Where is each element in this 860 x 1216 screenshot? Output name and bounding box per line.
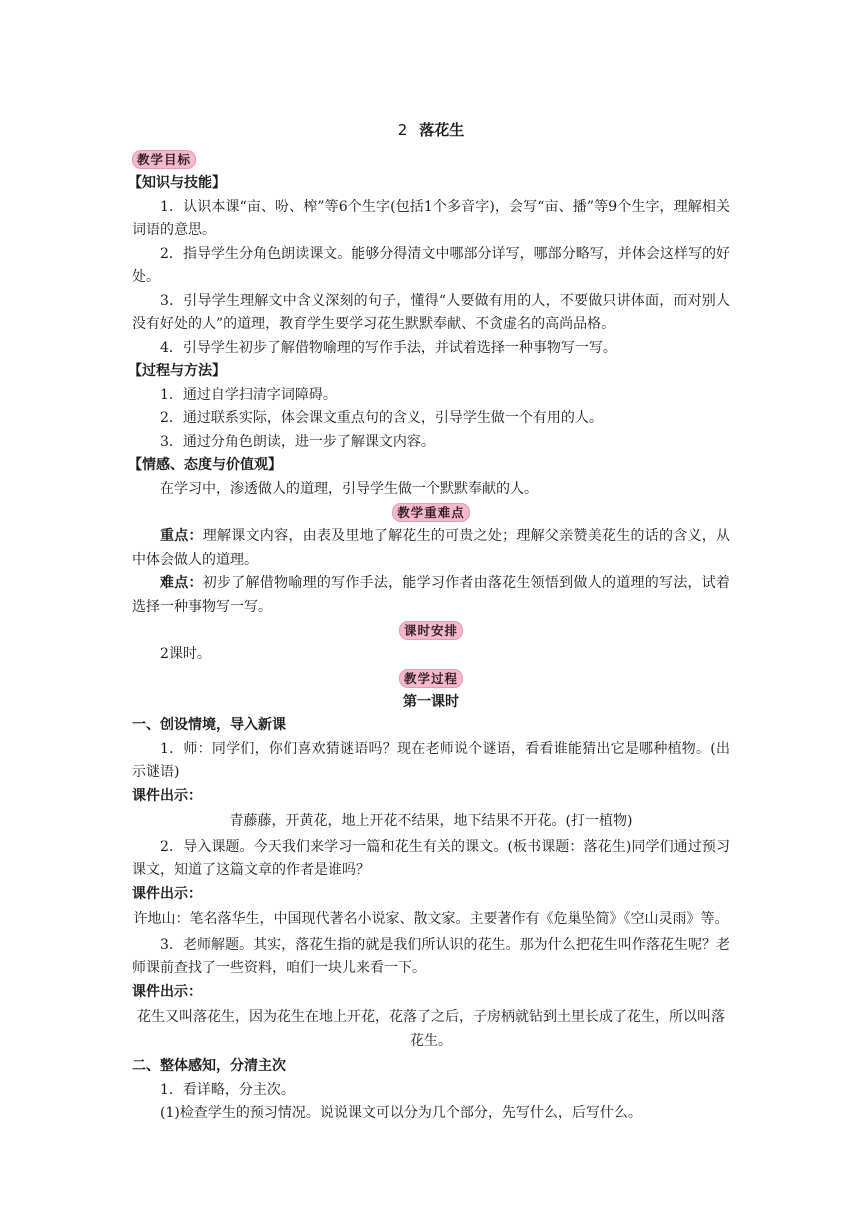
focus-paragraph	[132, 525, 730, 572]
process-item-1: 1．通过自学扫清字词障碍。	[160, 386, 337, 403]
difficulty-label: 难点：	[160, 575, 203, 591]
lesson-period-title: 第一课时	[403, 693, 459, 710]
objectives-badge: 教学目标	[132, 150, 196, 169]
section2-heading: 二、整体感知，分清主次	[132, 1058, 286, 1074]
knowledge-item-1: 1．认识本课“亩、吩、榨”等6个生字(包括1个多音字)，会写“亩、播”等9个生字，理解相关词语的意思。	[132, 198, 730, 238]
knowledge-item-2: 2．指导学生分角色朗读课文。能够分得清文中哪部分详写，哪部分略写，并体会这样写的好处。	[132, 245, 730, 285]
riddle-text: 青藤藤，开黄花，地上开花不结果，地下结果不开花。(打一植物)	[229, 813, 633, 829]
section2-paragraph-1: 1．看详略，分主次。	[160, 1081, 295, 1098]
knowledge-item-3: 3．引导学生理解文中含义深刻的句子，懂得“人要做有用的人，不要做只讲体面，而对别人没有好处的人”的道理，教育学生要学习花生默默奉献、不贪虚名的高尚品格。	[132, 292, 730, 332]
lesson-title	[132, 118, 730, 142]
difficulty-text: 初步了解借物喻理的写作手法，能学习作者由落花生领悟到做人的道理的写法，试着选择一种事物写一写。	[132, 575, 731, 615]
schedule-badge-row	[132, 619, 730, 643]
emotion-heading: 【情感、态度与价值观】	[128, 457, 282, 473]
key-points-badge-row	[132, 501, 730, 525]
knowledge-heading: 【知识与技能】	[128, 175, 226, 191]
courseware-label-3: 课件出示：	[132, 983, 202, 1000]
section2-paragraph-2: (1)检查学生的预习情况。说说课文可以分为几个部分，先写什么，后写什么。	[160, 1105, 642, 1121]
key-points-badge: 教学重难点	[392, 503, 470, 522]
focus-label: 重点：	[160, 528, 203, 544]
process-item-2: 2．通过联系实际，体会课文重点句的含义，引导学生做一个有用的人。	[160, 410, 603, 426]
process-badge: 教学过程	[399, 669, 463, 688]
courseware-label-2: 课件出示：	[132, 885, 202, 902]
objectives-badge-row	[132, 148, 730, 172]
process-method-heading: 【过程与方法】	[128, 363, 226, 379]
difficulty-paragraph	[132, 572, 730, 619]
courseware-label-1: 课件出示：	[132, 787, 202, 804]
knowledge-item-4: 4．引导学生初步了解借物喻理的写作手法，并试着选择一种事物写一写。	[160, 339, 617, 356]
process-item-3: 3．通过分角色朗读，进一步了解课文内容。	[160, 433, 435, 450]
schedule-badge: 课时安排	[399, 621, 463, 640]
section1-heading: 一、创设情境，导入新课	[132, 717, 286, 733]
focus-text: 理解课文内容，由表及里地了解花生的可贵之处；理解父亲赞美花生的话的含义，从中体会做人的道理。	[132, 528, 731, 568]
document-content	[128, 118, 731, 1126]
lesson-name: 落花生	[419, 121, 465, 139]
section1-paragraph-2: 2．导入课题。今天我们来学习一篇和花生有关的课文。(板书课题：落花生)同学们通过预习课文，知道了这篇文章的作者是谁吗？	[132, 838, 730, 878]
author-info: 许地山：笔名落华生，中国现代著名小说家、散文家。主要著作有《危巢坠简》《空山灵雨》等。	[133, 911, 729, 927]
schedule-text: 2课时。	[160, 646, 211, 662]
lesson-number: 2	[397, 121, 408, 139]
section1-paragraph-1: 1．师：同学们，你们喜欢猜谜语吗？现在老师说个谜语，看看谁能猜出它是哪种植物。(出示谜语)	[132, 740, 730, 780]
peanut-info: 花生又叫落花生，因为花生在地上开花，花落了之后，子房柄就钻到土里长成了花生，所以叫落花生。	[137, 1009, 725, 1049]
process-badge-row	[132, 667, 730, 691]
emotion-text: 在学习中，渗透做人的道理，引导学生做一个默默奉献的人。	[160, 480, 538, 497]
section1-paragraph-3: 3．老师解题。其实，落花生指的就是我们所认识的花生。那为什么把花生叫作落花生呢？老师课前查找了一些资料，咱们一块儿来看一下。	[132, 936, 730, 976]
